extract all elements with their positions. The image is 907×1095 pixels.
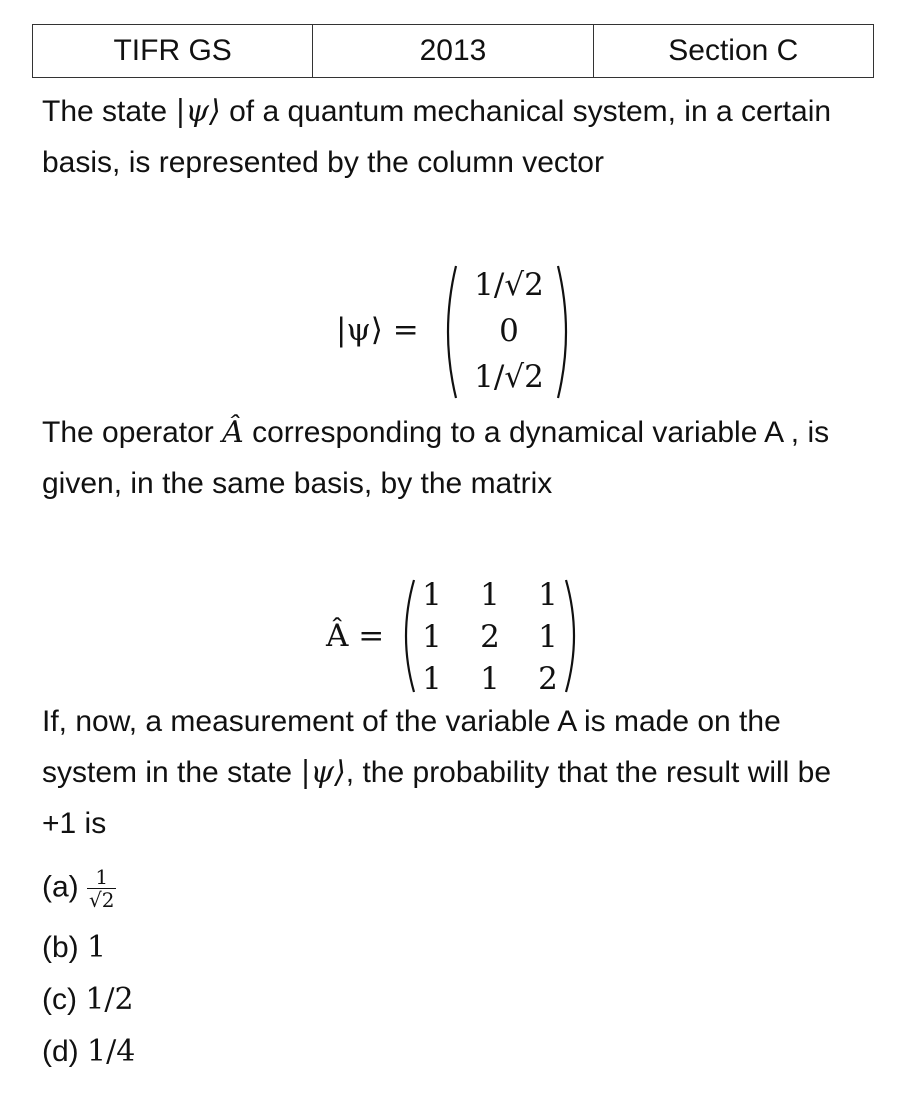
- option-b-value: 1: [87, 930, 107, 965]
- operator-intro: [42, 407, 872, 509]
- left-paren-icon: [438, 262, 460, 402]
- matrix-cell: 1: [480, 661, 500, 697]
- intro-text-2: of a quantum mechanical system, in a certain basis, is represented by the column vector: [42, 95, 832, 179]
- matrix-right-paren-icon: [562, 576, 584, 696]
- measurement-text: [42, 696, 872, 849]
- matrix-cell: 2: [538, 661, 558, 697]
- question-intro: [42, 86, 872, 188]
- option-d-label: (d): [42, 1035, 79, 1068]
- matrix-cell: 1: [538, 577, 558, 613]
- vector-entry-3: 1/√2: [474, 359, 544, 395]
- matrix-cell: 2: [480, 619, 500, 655]
- matrix-cell: 1: [538, 619, 558, 655]
- option-a-fraction: [87, 866, 116, 911]
- header-year: 2013: [313, 25, 593, 78]
- operator-matrix-lhs: Â =: [326, 618, 385, 654]
- option-c-label: (c): [42, 983, 77, 1016]
- vector-entry-1: 1/√2: [474, 267, 544, 303]
- state-vector-equation: [336, 262, 586, 402]
- header-section: Section C: [593, 25, 873, 78]
- operator-symbol: Â: [222, 415, 244, 450]
- measurement-text-1: If, now, a measurement of the variable A is made on the system in the state: [42, 705, 781, 789]
- matrix-cell: 1: [422, 661, 442, 697]
- matrix-cell: 1: [480, 577, 500, 613]
- option-c[interactable]: [42, 980, 134, 1020]
- option-d-value: 1/4: [87, 1034, 136, 1069]
- operator-text-1: The operator: [42, 416, 223, 449]
- header-exam: TIFR GS: [33, 25, 313, 78]
- measurement-ket: |ψ⟩: [300, 755, 346, 790]
- matrix-cell: 1: [422, 619, 442, 655]
- measurement-text-2: , the probability that the result will be +1 is: [42, 756, 832, 840]
- operator-text-2: corresponding to a dynamical variable A , is given, in the same basis, by the matrix: [42, 416, 830, 500]
- option-a-denominator: √2: [89, 888, 115, 912]
- matrix-cell: 1: [422, 577, 442, 613]
- option-c-value: 1/2: [85, 982, 134, 1017]
- header-row: [33, 25, 874, 78]
- option-b[interactable]: [42, 928, 106, 968]
- vector-entry-2: 0: [499, 313, 519, 349]
- header-table: [32, 24, 874, 78]
- intro-text-1: The state: [42, 95, 176, 128]
- operator-matrix-equation: [326, 576, 586, 696]
- option-a[interactable]: [42, 866, 116, 911]
- option-a-numerator: 1: [87, 866, 116, 889]
- ket-psi: |ψ⟩: [175, 94, 221, 129]
- state-vector-lhs: |ψ⟩ =: [336, 312, 419, 348]
- option-a-label: (a): [42, 870, 79, 904]
- option-d[interactable]: [42, 1032, 135, 1072]
- option-b-label: (b): [42, 931, 79, 964]
- right-paren-icon: [554, 262, 576, 402]
